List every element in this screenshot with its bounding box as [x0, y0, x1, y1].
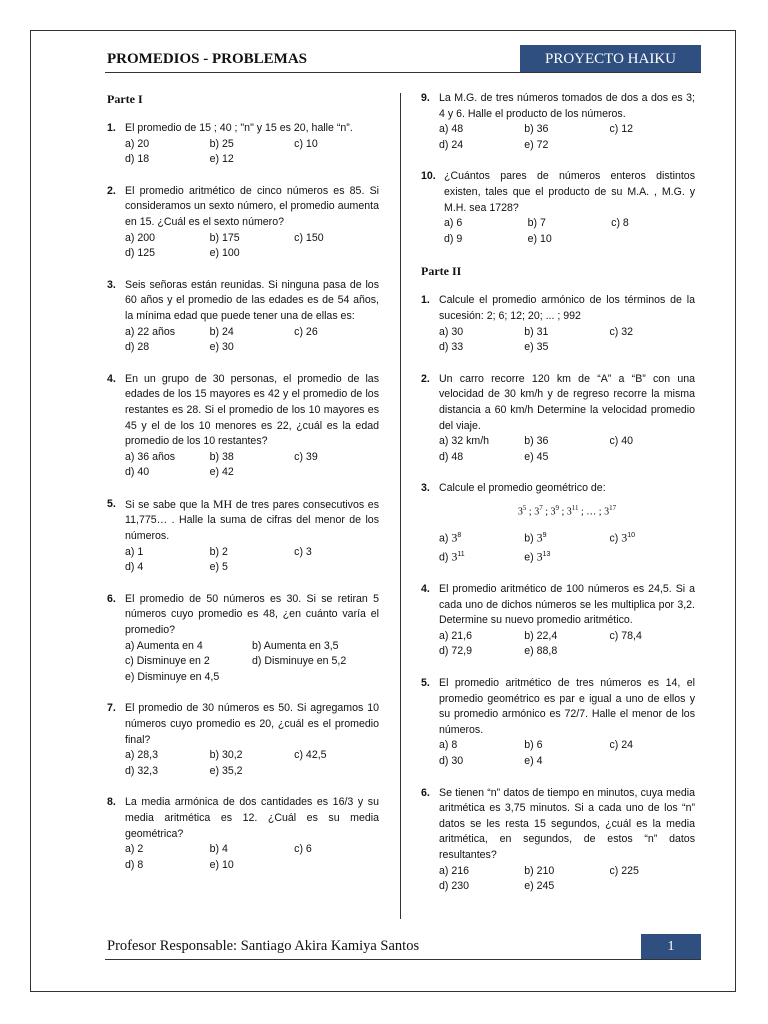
answer-option: a) 2 — [125, 843, 144, 856]
answer-option: b) 30,2 — [209, 749, 243, 762]
answer-option: c) 10 — [294, 137, 318, 150]
answer-option: e) 30 — [209, 341, 234, 354]
answer-option: b) 31 — [524, 325, 549, 338]
option-base: 3 — [451, 530, 458, 545]
option-base: 3 — [536, 530, 543, 545]
options-list — [439, 528, 695, 566]
answer-option: b) 175 — [209, 231, 240, 244]
question-text: La M.G. de tres números tomados de dos a dos es 3; 4 y 6. Halle el producto de los números. — [439, 92, 695, 120]
question-number: 1. — [421, 294, 430, 307]
formula-base: 3 — [550, 506, 556, 518]
mh-symbol: MH — [212, 496, 233, 511]
question — [107, 184, 379, 262]
answer-option: d) 18 — [125, 153, 150, 166]
question-number: 4. — [107, 372, 116, 385]
answer-option: b) 4 — [209, 843, 228, 856]
formula-base: 3 — [517, 506, 523, 518]
question-number: 8. — [107, 796, 116, 809]
options-list — [125, 748, 379, 779]
answer-option — [524, 547, 609, 566]
option-exponent: 11 — [457, 550, 465, 558]
answer-option: c) 42,5 — [294, 749, 327, 762]
question-number: 7. — [107, 702, 116, 715]
question-text: El promedio aritmético de tres números es 14, el promedio geométrico es par e igual a uno de ellos y su promedio armónico es 72/7. Halle el menor de los números. — [439, 677, 695, 736]
answer-option: b) 2 — [209, 545, 228, 558]
answer-option: b) Aumenta en 3,5 — [252, 639, 339, 652]
option-label: b) — [524, 532, 534, 545]
answer-option: d) Disminuye en 5,2 — [252, 655, 347, 668]
page-number: 1 — [641, 934, 701, 960]
question — [421, 293, 695, 355]
answer-option: e) 5 — [209, 561, 228, 574]
answer-option: a) 20 — [125, 137, 150, 150]
answer-option: c) 78,4 — [609, 629, 642, 642]
answer-option: d) 30 — [439, 754, 464, 767]
answer-option: e) 35,2 — [209, 764, 243, 777]
formula-base: 3 — [604, 506, 610, 518]
answer-option: b) 36 — [524, 435, 549, 448]
answer-option: c) 32 — [609, 325, 634, 338]
question-text: Se tienen “n” datos de tiempo en minutos, cuya media aritmética es 3,75 minutos. Si a cada uno de los “n” datos se les resta 15 segundos, ¿cuál es la media aritmética, en segundos, de estos “n” datos resultantes? — [439, 786, 695, 861]
options-list — [439, 864, 695, 895]
answer-option: c) 3 — [294, 545, 312, 558]
column-divider — [400, 93, 401, 919]
answer-option: e) 10 — [209, 858, 234, 871]
answer-option: e) 10 — [527, 232, 552, 245]
formula-exponent: 5 — [522, 503, 527, 512]
question — [421, 786, 695, 895]
answer-option: a) 216 — [439, 864, 470, 877]
answer-option: d) 125 — [125, 247, 156, 260]
answer-option: e) Disminuye en 4,5 — [125, 670, 220, 683]
answer-option — [439, 547, 524, 566]
answer-option: a) 28,3 — [125, 749, 158, 762]
answer-option: a) 48 — [439, 123, 464, 136]
question-number: 3. — [421, 482, 430, 495]
question-text — [125, 497, 379, 545]
left-column — [107, 91, 379, 889]
question-text: ¿Cuántos pares de números enteros distintos existen, tales que el producto de su M.A. , M.G. y M.H. sea 1728? — [444, 170, 695, 214]
answer-option: e) 72 — [524, 138, 549, 151]
question-number: 2. — [421, 372, 430, 385]
formula-ellipsis: … — [586, 506, 597, 518]
answer-option: a) 1 — [125, 545, 144, 558]
answer-option: d) 33 — [439, 341, 464, 354]
answer-option: a) 36 años — [125, 450, 176, 463]
answer-option: c) 8 — [611, 217, 629, 230]
options-list — [439, 434, 695, 465]
part-title: Parte II — [421, 264, 462, 279]
formula-exponent: 17 — [609, 503, 617, 512]
option-exponent: 10 — [627, 531, 636, 539]
question-number: 5. — [421, 677, 430, 690]
footer-rule — [105, 959, 701, 960]
question — [421, 582, 695, 660]
answer-option: c) 225 — [609, 864, 639, 877]
answer-option: c) 150 — [294, 231, 324, 244]
question-number: 1. — [107, 122, 116, 134]
answer-option: a) 22 años — [125, 325, 176, 338]
question-list — [107, 121, 379, 873]
question-number: 2. — [107, 184, 116, 197]
answer-option: e) 35 — [524, 341, 549, 354]
option-exponent: 8 — [457, 531, 462, 539]
options-list — [444, 216, 695, 247]
answer-option: d) 72,9 — [439, 645, 472, 658]
question-text: En un grupo de 30 personas, el promedio de las edades de los 15 mayores es 42 y el promedio de los restantes es 28. Si el promedio de los 10 mayores es 45 y el de los 10 menores es 22, ¿cuál es la edad promedio de los 10 restantes? — [125, 372, 379, 448]
option-exponent: 9 — [542, 531, 547, 539]
answer-option: d) 230 — [439, 880, 470, 893]
options-list — [125, 639, 379, 686]
answer-option: b) 7 — [527, 217, 546, 230]
formula-exponent: 11 — [571, 503, 579, 512]
answer-option: e) 4 — [524, 754, 543, 767]
formula-exponent: 7 — [539, 503, 543, 512]
answer-option: a) 30 — [439, 325, 464, 338]
question-number: 9. — [421, 92, 430, 104]
question — [421, 676, 695, 770]
question-text: Un carro recorre 120 km de “A” a “B” con una velocidad de 30 km/h y de regreso recorre la misma distancia a 60 km/h Determine la velocidad promedio del viaje. — [439, 372, 695, 432]
options-list — [125, 137, 379, 168]
answer-option: c) 39 — [294, 450, 318, 463]
answer-option: e) 42 — [209, 466, 234, 479]
question-number: 4. — [421, 583, 430, 596]
option-base: 3 — [621, 530, 628, 545]
question — [107, 372, 379, 481]
question — [107, 795, 379, 873]
question-text: El promedio de 50 números es 30. Si se retiran 5 números cuyo promedio es 48, ¿en cuánto varía el promedio? — [125, 592, 379, 637]
header-rule — [105, 72, 701, 73]
answer-option: e) 88,8 — [524, 645, 558, 658]
question — [421, 169, 695, 247]
question-text: La media armónica de dos cantidades es 16/3 y su media aritmética es 12. ¿Cuál es su media geométrica? — [125, 796, 379, 840]
answer-option: c) 26 — [294, 325, 318, 338]
answer-option: d) 24 — [439, 138, 464, 151]
formula-base: 3 — [534, 506, 540, 518]
answer-option: e) 45 — [524, 450, 549, 463]
question-list — [421, 91, 695, 247]
page-title: PROMEDIOS - PROBLEMAS — [107, 51, 308, 67]
answer-option: b) 22,4 — [524, 629, 558, 642]
option-exponent: 13 — [542, 550, 551, 558]
answer-option: b) 210 — [524, 864, 555, 877]
answer-option: a) 6 — [444, 217, 463, 230]
answer-option: c) 40 — [609, 435, 634, 448]
question-number: 6. — [421, 786, 430, 799]
answer-option: c) 6 — [294, 843, 312, 856]
question-text-part: Si se sabe que la — [125, 498, 213, 511]
question-number: 5. — [107, 497, 116, 510]
option-label: e) — [524, 551, 534, 564]
question-number: 3. — [107, 278, 116, 291]
answer-option: b) 36 — [524, 123, 549, 136]
answer-option: a) Aumenta en 4 — [125, 639, 203, 652]
options-list — [125, 842, 379, 873]
part-title: Parte I — [107, 92, 143, 106]
answer-option — [439, 528, 524, 547]
answer-option: d) 9 — [444, 232, 463, 245]
answer-option: d) 4 — [125, 561, 144, 574]
right-column — [421, 91, 695, 911]
answer-option: b) 38 — [209, 450, 234, 463]
question-text: Calcule el promedio geométrico de: — [439, 482, 606, 495]
answer-option: b) 6 — [524, 739, 543, 752]
options-list — [439, 629, 695, 660]
answer-option: a) 8 — [439, 739, 458, 752]
answer-option: c) 24 — [609, 739, 634, 752]
question — [107, 278, 379, 356]
options-list — [125, 545, 379, 576]
question — [107, 701, 379, 779]
answer-option: a) 32 km/h — [439, 435, 490, 448]
answer-option: a) 21,6 — [439, 629, 472, 642]
option-base: 3 — [451, 549, 458, 564]
answer-option: d) 48 — [439, 450, 464, 463]
answer-option: c) Disminuye en 2 — [125, 655, 210, 668]
question — [421, 481, 695, 566]
question-text: El promedio de 15 ; 40 ; "n" y 15 es 20, halle “n”. — [125, 122, 353, 134]
option-label: d) — [439, 551, 449, 564]
answer-option: d) 32,3 — [125, 764, 158, 777]
options-list — [125, 231, 379, 262]
answer-option: a) 200 — [125, 231, 156, 244]
question-text: El promedio de 30 números es 50. Si agregamos 10 números cuyo promedio es 20, ¿cuál es el promedio final? — [125, 702, 379, 746]
options-list — [439, 738, 695, 769]
answer-option — [609, 528, 694, 547]
answer-option: b) 24 — [209, 325, 234, 338]
answer-option — [524, 528, 609, 547]
answer-option: e) 245 — [524, 880, 555, 893]
question-list — [421, 293, 695, 894]
option-label: c) — [609, 532, 619, 545]
formula-exponent: 9 — [555, 503, 559, 512]
question — [107, 497, 379, 576]
answer-option: e) 100 — [209, 247, 240, 260]
footer-teacher: Profesor Responsable: Santiago Akira Kamiya Santos — [107, 938, 420, 954]
answer-option: d) 28 — [125, 341, 150, 354]
options-list — [439, 325, 695, 356]
answer-option: d) 8 — [125, 858, 144, 871]
option-label: a) — [439, 532, 449, 545]
answer-option: c) 12 — [609, 123, 634, 136]
question-number: 10. — [421, 170, 436, 183]
question-text: Seis señoras están reunidas. Si ninguna pasa de los 60 años y el promedio de las edades es de 54 años, la mínima edad que puede tener una de ellas es: — [125, 278, 379, 322]
option-base: 3 — [536, 549, 543, 564]
options-list — [125, 325, 379, 356]
question-text: El promedio aritmético de cinco números es 85. Si consideramos un sexto número, el promedio aumenta en 15. ¿Cuál es el sexto número? — [125, 184, 379, 228]
answer-option: d) 40 — [125, 466, 150, 479]
formula: $3^5$ ; $3^7$ ; $3^9$ ; $3^{11}$ ; … ; $3^{17}$ — [517, 503, 617, 518]
question — [421, 372, 695, 466]
question-text: Calcule el promedio armónico de los términos de la sucesión: 2; 6; 12; 20; ... ; 992 — [439, 294, 695, 322]
answer-option: e) 12 — [209, 153, 234, 166]
question — [107, 592, 379, 686]
project-badge: PROYECTO HAIKU — [520, 45, 701, 73]
question-text-part: de tres pares consecutivos es 11,775… . Halle la suma de cifras del menor de los números. — [125, 498, 379, 543]
options-list — [125, 450, 379, 481]
question-number: 6. — [107, 592, 116, 605]
question-text: El promedio aritmético de 100 números es 24,5. Si a cada uno de dichos números se les multiplica por 3,2. Determine su nuevo promedio aritmético. — [439, 583, 695, 627]
answer-option: b) 25 — [209, 137, 234, 150]
formula-base: 3 — [566, 506, 572, 518]
question — [421, 91, 695, 153]
question — [107, 121, 379, 168]
options-list — [439, 122, 695, 153]
